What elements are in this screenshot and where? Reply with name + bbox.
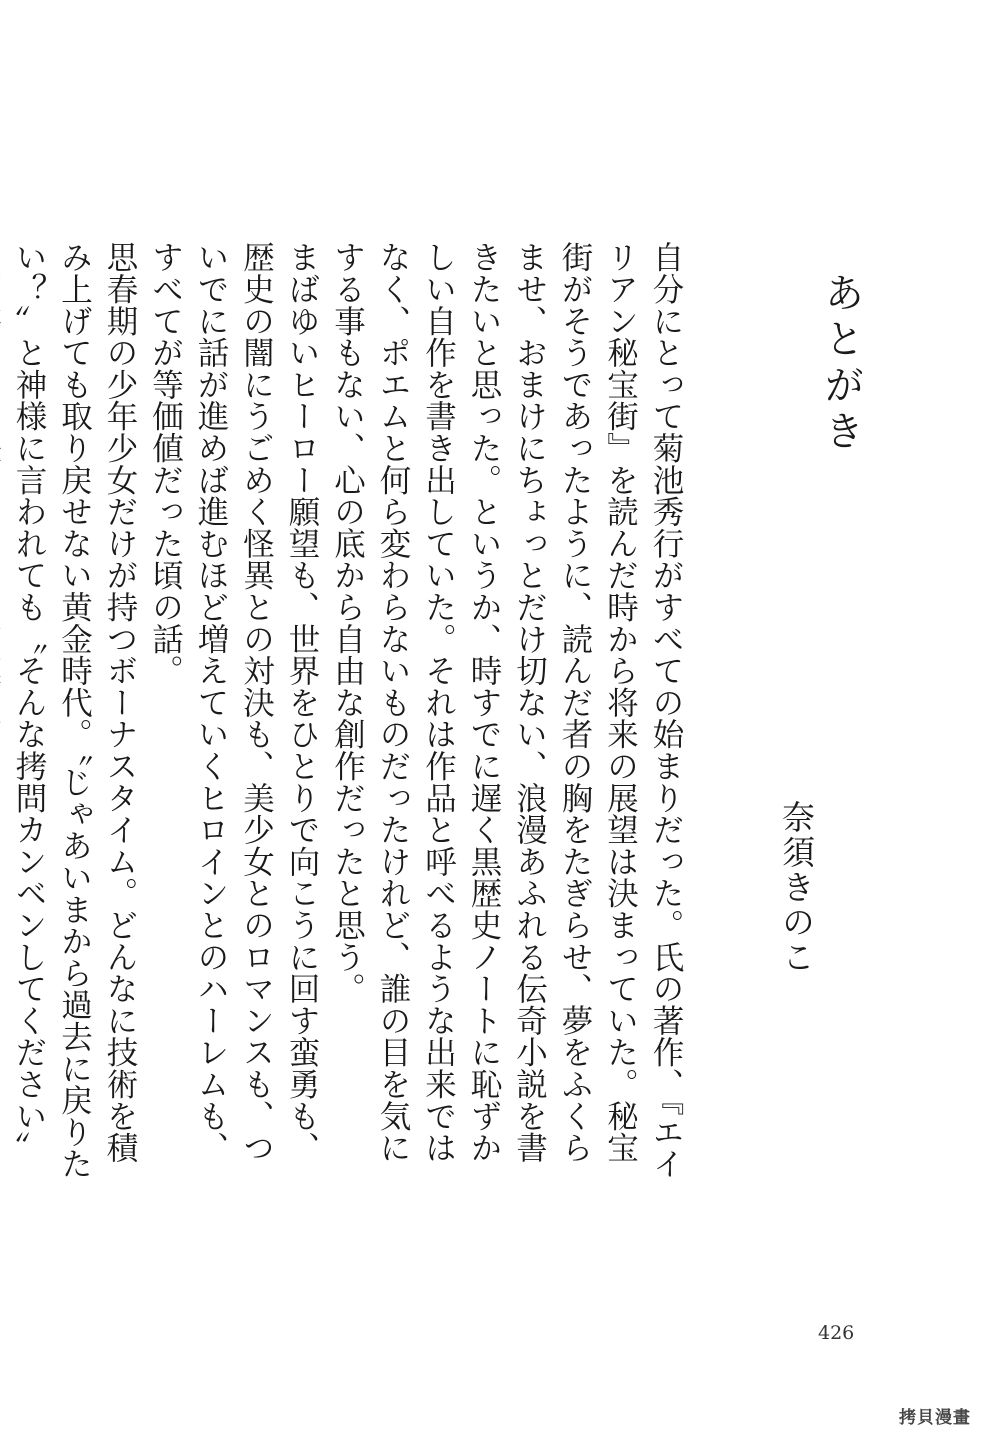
paragraph: 思春期の少年少女だけが持つボーナスタイム。どんなに技術を積み上げても取り戻せない黄金時代。〝じゃあいまから過去に戻りたい？〟と神様に言われても〝そんな拷問カンベンしてください〟	[11, 241, 138, 1180]
watermark-logo: 拷貝漫畫	[899, 1408, 971, 1428]
author-name: 奈須きのこ	[777, 800, 816, 975]
paragraph: まばゆいヒーロー願望も、世界をひとりで向こうに回す蛮勇も、歴史の闇にうごめく怪異との対決も、美少女とのロマンスも、ついでに話が進めば進むほど増えていくヒロインとのハーレムも、すべてが等価値だった頃の話。	[147, 241, 320, 1164]
paragraph: 自分にとって菊池秀行がすべての始まりだった。氏の著作、『エイリアン秘宝街』を読んだ時から将来の展望は決まっていた。秘宝街がそうであったように、読んだ者の胸をたぎらせ、夢をふくらませ、おまけにちょっとだけ切ない、浪漫あふれる伝奇小説を書きたいと思った。というか、時すでに遅く黒歴史ノートに恥ずかしい自作を書き出していた。それは作品と呼べるような出来ではなく、ポエムと何ら変わらないものだったけれど、誰の目を気にする事もない、心の底から自由な創作だったと思う。	[329, 241, 684, 1180]
body-text	[0, 241, 688, 1181]
page-title: あとがき	[818, 272, 864, 456]
page-number: 426	[818, 1322, 855, 1344]
